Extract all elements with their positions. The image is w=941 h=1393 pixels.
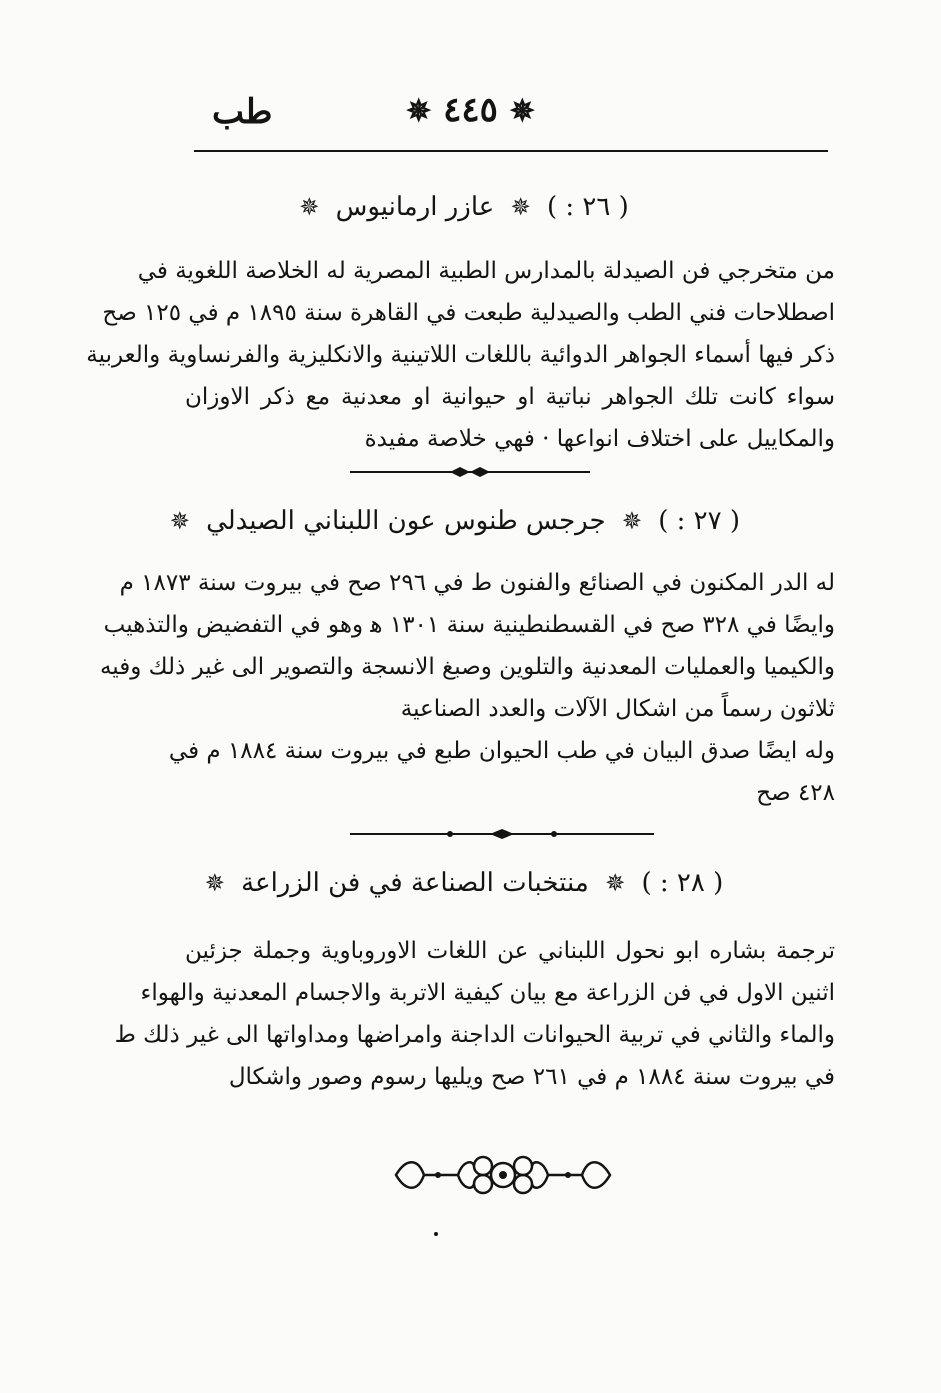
ornament-icon: ✵ <box>510 193 531 221</box>
ornament-icon: ✵ <box>605 869 626 897</box>
entry-heading: جرجس طنوس عون اللبناني الصيدلي <box>206 506 606 536</box>
entry-body-28 <box>114 930 835 1098</box>
entry-title-27 <box>169 506 740 536</box>
text-line: وله ايضًا صدق البيان في طب الحيوان طبع في بيروت سنة ١٨٨٤ م في <box>168 738 835 764</box>
text-line: والمكاييل على اختلاف انواعها · فهي خلاصة مفيدة <box>364 426 835 452</box>
section-divider <box>350 828 654 840</box>
tailpiece-ornament-icon <box>388 1150 618 1204</box>
text-line: ٤٢٨ صح <box>756 780 835 806</box>
ink-dot <box>434 1232 438 1236</box>
text-line: ترجمة بشاره ابو نحول اللبناني عن اللغات الاوروباوية وجملة جزئين <box>185 938 835 964</box>
text-line: اصطلاحات فني الطب والصيدلية طبعت في القاهرة سنة ١٨٩٥ م في ١٢٥ صح <box>102 300 835 326</box>
entry-number: ( ٢٧ : ) <box>658 506 740 536</box>
text-line: اثنين الاول في فن الزراعة مع بيان كيفية الاتربة والاجسام المعدنية والهواء <box>140 980 835 1006</box>
text-line: والكيميا والعمليات المعدنية والتلوين وصبغ الانسجة والتصوير الى غير ذلك وفيه <box>99 654 835 680</box>
ornament-left-icon: ✵ <box>406 94 432 129</box>
entry-body-26 <box>86 250 835 460</box>
page-number-block <box>0 90 941 130</box>
entry-heading: عازر ارمانيوس <box>335 192 495 222</box>
text-line: من متخرجي فن الصيدلة بالمدارس الطبية المصرية له الخلاصة اللغوية في <box>137 258 835 284</box>
section-heading: طب <box>212 92 273 132</box>
entry-number: ( ٢٨ : ) <box>641 868 724 898</box>
ornament-icon: ✵ <box>169 507 190 535</box>
page-number: ٤٤٥ <box>443 90 498 130</box>
ornament-icon: ✵ <box>621 507 642 535</box>
ornament-right-icon: ✵ <box>509 94 535 129</box>
header-rule <box>194 150 828 152</box>
text-line: ثلاثون رسماً من اشكال الآلات والعدد الصناعية <box>400 696 835 722</box>
ornament-icon: ✵ <box>299 193 320 221</box>
entry-title-28 <box>180 868 740 898</box>
ornament-icon: ✵ <box>204 869 225 897</box>
entry-body-27 <box>99 562 835 814</box>
section-divider <box>350 466 590 478</box>
text-line: وايضًا في ٣٢٨ صح في القسطنطينية سنة ١٣٠١ ﻫ وهو في التفضيض والتذهيب <box>103 612 835 638</box>
text-line: في بيروت سنة ١٨٨٤ م في ٢٦١ صح ويليها رسوم وصور واشكال <box>228 1064 835 1090</box>
text-line: سواء كانت تلك الجواهر نباتية او حيوانية او معدنية مع ذكر الاوزان <box>185 384 835 410</box>
text-line: والماء والثاني في تربية الحيوانات الداجنة وامراضها ومداواتها الى غير ذلك ط <box>114 1022 835 1048</box>
text-line: له الدر المكنون في الصنائع والفنون ط في ٢٩٦ صح في بيروت سنة ١٨٧٣ م <box>119 570 835 596</box>
entry-title-26 <box>180 192 740 222</box>
entry-heading: منتخبات الصناعة في فن الزراعة <box>241 868 589 898</box>
text-line: ذكر فيها أسماء الجواهر الدوائية باللغات اللاتينية والانكليزية والفرنساوية والعربية <box>86 342 835 368</box>
entry-number: ( ٢٦ : ) <box>546 192 629 222</box>
